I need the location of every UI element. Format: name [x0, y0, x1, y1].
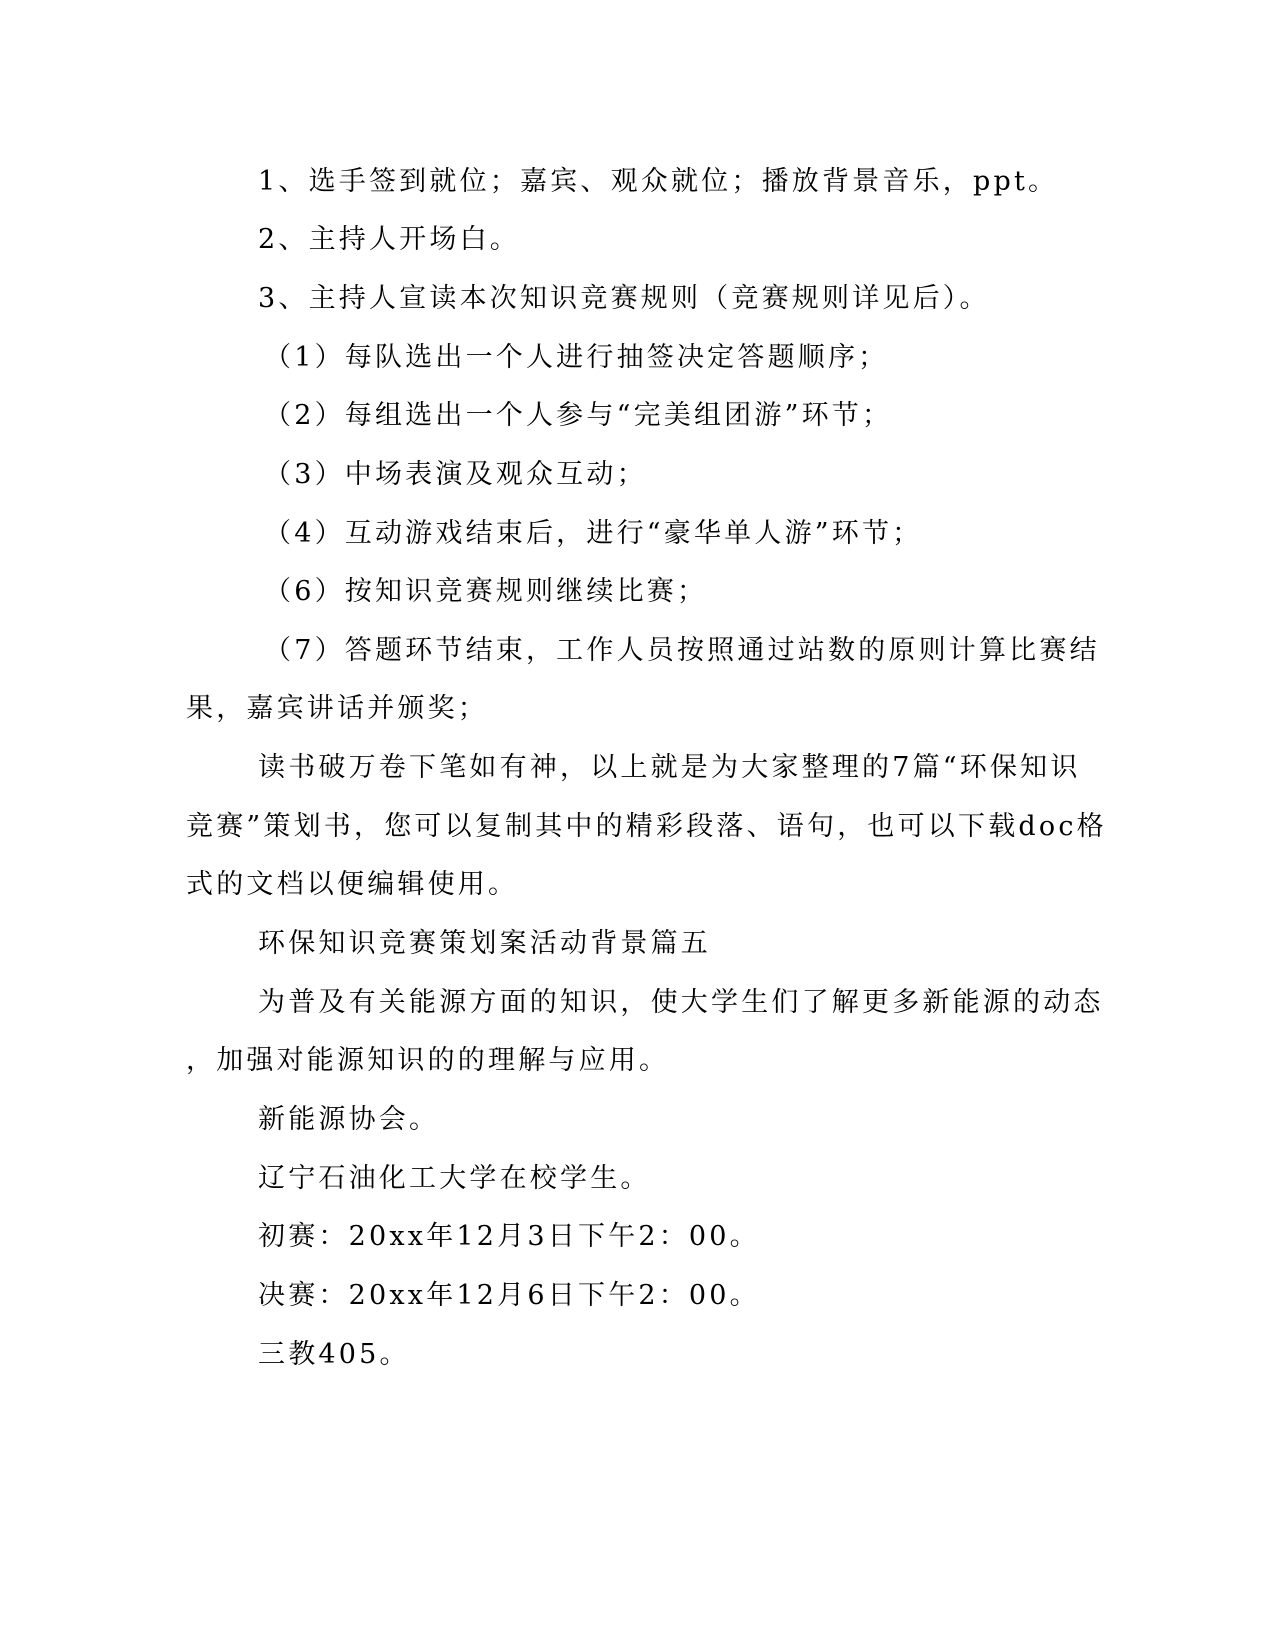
line-3: 3、主持人宣读本次知识竞赛规则（竞赛规则详见后）。 [258, 283, 990, 314]
line-8: （6）按知识竞赛规则继续比赛； [264, 576, 708, 607]
line-19: 初赛：20xx年12月3日下午2：00。 [258, 1221, 760, 1252]
line-17: 新能源协会。 [258, 1104, 440, 1135]
line-14: 环保知识竞赛策划案活动背景篇五 [258, 928, 711, 959]
line-1: 1、选手签到就位；嘉宾、观众就位；播放背景音乐，ppt。 [258, 166, 1059, 197]
line-18: 辽宁石油化工大学在校学生。 [258, 1163, 651, 1194]
line-12: 竞赛”策划书，您可以复制其中的精彩段落、语句，也可以下载doc格 [186, 811, 1107, 842]
line-13: 式的文档以便编辑使用。 [186, 869, 519, 900]
line-15: 为普及有关能源方面的知识，使大学生们了解更多新能源的动态 [258, 987, 1104, 1018]
line-21: 三教405。 [258, 1339, 410, 1370]
line-7: （4）互动游戏结束后，进行“豪华单人游”环节； [264, 518, 923, 549]
line-9: （7）答题环节结束，工作人员按照通过站数的原则计算比赛结 [264, 635, 1100, 666]
line-4: （1）每队选出一个人进行抽签决定答题顺序； [264, 342, 889, 373]
line-11: 读书破万卷下笔如有神，以上就是为大家整理的7篇“环保知识 [258, 752, 1081, 783]
line-10: 果，嘉宾讲话并颁奖； [186, 693, 488, 724]
line-16: ，加强对能源知识的的理解与应用。 [186, 1045, 670, 1076]
line-2: 2、主持人开场白。 [258, 224, 520, 255]
line-6: （3）中场表演及观众互动； [264, 459, 647, 490]
line-20: 决赛：20xx年12月6日下午2：00。 [258, 1280, 760, 1311]
line-5: （2）每组选出一个人参与“完美组团游”环节； [264, 400, 893, 431]
